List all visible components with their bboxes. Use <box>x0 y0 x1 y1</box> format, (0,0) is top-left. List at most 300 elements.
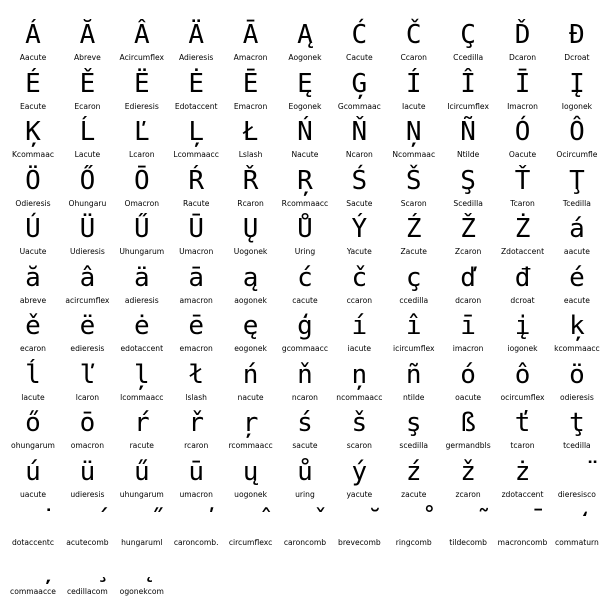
glyph-character: Ó <box>498 117 548 147</box>
glyph-character: ö <box>552 360 600 390</box>
glyph-name-label: edieresis <box>58 344 116 353</box>
glyph-character: ú <box>8 457 58 487</box>
glyph-character: Ķ <box>8 117 58 147</box>
glyph-name-label: Zacute <box>385 247 443 256</box>
glyph-name-label: rcommaacc <box>222 441 280 450</box>
glyph-cell <box>443 67 493 116</box>
glyph-cell <box>334 212 384 261</box>
glyph-grid <box>0 18 600 600</box>
glyph-cell <box>280 261 330 310</box>
glyph-name-label: Icircumflex <box>439 102 497 111</box>
glyph-name-label: lslash <box>167 393 225 402</box>
glyph-cell <box>389 67 439 116</box>
glyph-character: Ą <box>280 20 330 50</box>
glyph-name-label: uogonek <box>222 490 280 499</box>
glyph-name-label: icircumflex <box>385 344 443 353</box>
glyph-character: é <box>552 263 600 293</box>
glyph-character: ̄ <box>498 505 548 535</box>
glyph-cell <box>389 261 439 310</box>
glyph-name-label: Eacute <box>4 102 62 111</box>
glyph-cell <box>117 309 167 358</box>
glyph-name-label: Abreve <box>58 53 116 62</box>
glyph-character: Ş <box>443 166 493 196</box>
glyph-cell <box>62 115 112 164</box>
glyph-cell <box>8 503 58 552</box>
glyph-cell <box>280 18 330 67</box>
glyph-cell <box>443 164 493 213</box>
glyph-name-label: Dcroat <box>548 53 600 62</box>
glyph-character: Í <box>389 69 439 99</box>
glyph-character: ̋ <box>117 505 167 535</box>
glyph-character: Č <box>389 20 439 50</box>
glyph-cell <box>8 261 58 310</box>
glyph-name-label: acircumflex <box>58 296 116 305</box>
glyph-cell <box>171 406 221 455</box>
glyph-character: ģ <box>280 311 330 341</box>
glyph-character: í <box>334 311 384 341</box>
glyph-cell <box>443 455 493 504</box>
glyph-name-label: ocircumflex <box>494 393 552 402</box>
glyph-name-label: macroncomb <box>494 538 552 547</box>
glyph-character: Ú <box>8 214 58 244</box>
glyph-character: Ų <box>226 214 276 244</box>
glyph-character: ń <box>226 360 276 390</box>
glyph-cell <box>117 18 167 67</box>
glyph-character: Ĺ <box>62 117 112 147</box>
glyph-name-label: Tcedilla <box>548 199 600 208</box>
glyph-cell <box>171 503 221 552</box>
glyph-character: Î <box>443 69 493 99</box>
glyph-cell <box>280 115 330 164</box>
glyph-name-label: adieresis <box>113 296 171 305</box>
glyph-cell <box>389 164 439 213</box>
glyph-cell <box>8 455 58 504</box>
glyph-cell <box>552 67 600 116</box>
glyph-character: ñ <box>389 360 439 390</box>
glyph-cell <box>443 309 493 358</box>
glyph-name-label: Zdotaccent <box>494 247 552 256</box>
glyph-cell <box>389 358 439 407</box>
glyph-character: ä <box>117 263 167 293</box>
glyph-cell <box>62 406 112 455</box>
glyph-name-label: amacron <box>167 296 225 305</box>
glyph-character: ļ <box>117 360 167 390</box>
glyph-character: Ė <box>171 69 221 99</box>
glyph-name-label: edotaccent <box>113 344 171 353</box>
glyph-name-label: racute <box>113 441 171 450</box>
glyph-character: ü <box>62 457 112 487</box>
glyph-character: Ý <box>334 214 384 244</box>
glyph-character: ť <box>498 408 548 438</box>
glyph-name-label: kcommaacc <box>548 344 600 353</box>
glyph-cell <box>498 212 548 261</box>
glyph-cell <box>280 212 330 261</box>
glyph-character: Ô <box>552 117 600 147</box>
glyph-name-label: emacron <box>167 344 225 353</box>
glyph-cell <box>62 552 112 600</box>
glyph-character: Ű <box>117 214 167 244</box>
glyph-character: ç <box>389 263 439 293</box>
glyph-character: Ģ <box>334 69 384 99</box>
glyph-character: Ě <box>62 69 112 99</box>
glyph-cell <box>8 309 58 358</box>
glyph-cell <box>8 212 58 261</box>
glyph-cell <box>8 552 58 600</box>
glyph-character: Ū <box>171 214 221 244</box>
glyph-name-label: abreve <box>4 296 62 305</box>
glyph-character: ů <box>280 457 330 487</box>
glyph-cell <box>443 115 493 164</box>
glyph-character: Ż <box>498 214 548 244</box>
glyph-cell <box>171 309 221 358</box>
glyph-cell <box>498 309 548 358</box>
glyph-name-label: rcaron <box>167 441 225 450</box>
glyph-name-label: Lacute <box>58 150 116 159</box>
glyph-character: Ę <box>280 69 330 99</box>
glyph-character: ū <box>171 457 221 487</box>
glyph-name-label: Lcommaacc <box>167 150 225 159</box>
glyph-cell <box>117 406 167 455</box>
glyph-character: Ö <box>8 166 58 196</box>
glyph-character: ̨ <box>117 554 167 584</box>
glyph-cell <box>117 212 167 261</box>
glyph-cell <box>389 309 439 358</box>
glyph-character: ŕ <box>117 408 167 438</box>
glyph-character: ̊ <box>389 505 439 535</box>
glyph-character: ̈ <box>552 457 600 487</box>
glyph-cell <box>334 406 384 455</box>
glyph-cell <box>443 503 493 552</box>
glyph-name-label: ecaron <box>4 344 62 353</box>
glyph-name-label: Uacute <box>4 247 62 256</box>
glyph-character: į <box>498 311 548 341</box>
glyph-name-label: scaron <box>330 441 388 450</box>
glyph-cell <box>552 503 600 552</box>
glyph-cell <box>498 261 548 310</box>
glyph-cell <box>498 503 548 552</box>
glyph-name-label: eacute <box>548 296 600 305</box>
glyph-cell <box>334 67 384 116</box>
glyph-name-label: uacute <box>4 490 62 499</box>
glyph-character: Đ <box>552 20 600 50</box>
glyph-character: Ć <box>334 20 384 50</box>
glyph-cell <box>226 503 276 552</box>
glyph-cell <box>8 406 58 455</box>
glyph-cell <box>226 67 276 116</box>
glyph-character: Ľ <box>117 117 167 147</box>
glyph-name-label: Udieresis <box>58 247 116 256</box>
glyph-cell <box>62 358 112 407</box>
glyph-name-label: hungaruml <box>113 538 171 547</box>
glyph-cell <box>280 164 330 213</box>
glyph-character: ā <box>171 263 221 293</box>
glyph-cell <box>498 18 548 67</box>
glyph-character: î <box>389 311 439 341</box>
glyph-name-label: gcommaacc <box>276 344 334 353</box>
glyph-cell <box>552 309 600 358</box>
glyph-cell <box>62 261 112 310</box>
glyph-name-label: tildecomb <box>439 538 497 547</box>
glyph-name-label: Ecaron <box>58 102 116 111</box>
glyph-name-label: Edieresis <box>113 102 171 111</box>
glyph-cell <box>552 358 600 407</box>
glyph-cell <box>280 309 330 358</box>
glyph-character: ł <box>171 360 221 390</box>
glyph-character: ó <box>443 360 493 390</box>
glyph-cell <box>117 164 167 213</box>
glyph-name-label: germandbls <box>439 441 497 450</box>
glyph-character: ą <box>226 263 276 293</box>
glyph-character: ̇ <box>8 505 58 535</box>
glyph-cell <box>226 455 276 504</box>
glyph-character: Ō <box>117 166 167 196</box>
glyph-character: ̧ <box>62 554 112 584</box>
glyph-character: Ž <box>443 214 493 244</box>
glyph-cell <box>171 164 221 213</box>
glyph-character: ň <box>280 360 330 390</box>
glyph-character: Ł <box>226 117 276 147</box>
glyph-cell <box>389 212 439 261</box>
glyph-character: č <box>334 263 384 293</box>
glyph-cell <box>280 503 330 552</box>
glyph-cell <box>443 358 493 407</box>
glyph-cell <box>117 261 167 310</box>
glyph-cell <box>389 455 439 504</box>
glyph-cell <box>498 455 548 504</box>
glyph-character: ý <box>334 457 384 487</box>
glyph-name-label: dcaron <box>439 296 497 305</box>
glyph-cell <box>334 455 384 504</box>
glyph-cell <box>552 455 600 504</box>
glyph-name-label: cedillacom <box>58 587 116 596</box>
glyph-name-label: zcaron <box>439 490 497 499</box>
glyph-name-label: sacute <box>276 441 334 450</box>
glyph-cell <box>62 455 112 504</box>
glyph-cell <box>171 18 221 67</box>
glyph-name-label: nacute <box>222 393 280 402</box>
glyph-name-label: Aogonek <box>276 53 334 62</box>
glyph-name-label: Iogonek <box>548 102 600 111</box>
glyph-name-label: Omacron <box>113 199 171 208</box>
glyph-cell <box>226 358 276 407</box>
glyph-cell <box>8 18 58 67</box>
glyph-name-label: Tcaron <box>494 199 552 208</box>
glyph-cell <box>389 406 439 455</box>
glyph-cell <box>62 164 112 213</box>
glyph-name-label: uring <box>276 490 334 499</box>
glyph-name-label: Ncaron <box>330 150 388 159</box>
glyph-character: ķ <box>552 311 600 341</box>
glyph-cell <box>443 212 493 261</box>
glyph-name-label: eogonek <box>222 344 280 353</box>
glyph-cell <box>552 261 600 310</box>
glyph-cell <box>226 164 276 213</box>
glyph-name-label: Lslash <box>222 150 280 159</box>
glyph-character: ̕ <box>171 505 221 535</box>
glyph-name-label: Iacute <box>385 102 443 111</box>
glyph-name-label: Uring <box>276 247 334 256</box>
glyph-name-label: imacron <box>439 344 497 353</box>
glyph-cell <box>226 18 276 67</box>
glyph-name-label: lcaron <box>58 393 116 402</box>
glyph-character: ̆ <box>334 505 384 535</box>
glyph-character: ė <box>117 311 167 341</box>
glyph-character: ş <box>389 408 439 438</box>
glyph-cell <box>226 309 276 358</box>
glyph-cell <box>226 212 276 261</box>
glyph-character: Ť <box>498 166 548 196</box>
glyph-character: ę <box>226 311 276 341</box>
glyph-name-label: cacute <box>276 296 334 305</box>
glyph-character: Ç <box>443 20 493 50</box>
glyph-character: š <box>334 408 384 438</box>
glyph-character: ź <box>389 457 439 487</box>
glyph-cell <box>62 309 112 358</box>
glyph-cell <box>117 552 167 600</box>
glyph-cell <box>552 115 600 164</box>
glyph-name-label: ncommaacc <box>330 393 388 402</box>
glyph-cell <box>171 358 221 407</box>
glyph-name-label: aogonek <box>222 296 280 305</box>
glyph-cell <box>334 503 384 552</box>
glyph-cell <box>498 406 548 455</box>
glyph-name-label: Ccedilla <box>439 53 497 62</box>
glyph-name-label: ccedilla <box>385 296 443 305</box>
glyph-cell <box>171 212 221 261</box>
glyph-character: đ <box>498 263 548 293</box>
glyph-cell <box>62 212 112 261</box>
glyph-name-label: iacute <box>330 344 388 353</box>
glyph-cell <box>552 406 600 455</box>
glyph-character: ľ <box>62 360 112 390</box>
glyph-character: ě <box>8 311 58 341</box>
glyph-name-label: tcedilla <box>548 441 600 450</box>
glyph-cell <box>117 358 167 407</box>
glyph-name-label: Scedilla <box>439 199 497 208</box>
glyph-name-label: Sacute <box>330 199 388 208</box>
glyph-name-label: Amacron <box>222 53 280 62</box>
glyph-name-label: Racute <box>167 199 225 208</box>
glyph-character: Á <box>8 20 58 50</box>
glyph-cell <box>117 115 167 164</box>
glyph-character: ő <box>8 408 58 438</box>
glyph-character: ̂ <box>226 505 276 535</box>
glyph-character: Ā <box>226 20 276 50</box>
glyph-name-label: Ocircumfle <box>548 150 600 159</box>
glyph-character: ų <box>226 457 276 487</box>
glyph-cell <box>389 503 439 552</box>
glyph-cell <box>552 164 600 213</box>
glyph-cell <box>552 18 600 67</box>
glyph-character: ̃ <box>443 505 493 535</box>
glyph-name-label: Zcaron <box>439 247 497 256</box>
glyph-cell <box>8 115 58 164</box>
glyph-cell <box>498 358 548 407</box>
glyph-name-label: Acircumflex <box>113 53 171 62</box>
glyph-character: É <box>8 69 58 99</box>
glyph-cell <box>226 115 276 164</box>
glyph-cell <box>334 358 384 407</box>
glyph-name-label: ringcomb <box>385 538 443 547</box>
glyph-character: ď <box>443 263 493 293</box>
glyph-character: ß <box>443 408 493 438</box>
glyph-cell <box>389 115 439 164</box>
glyph-name-label: brevecomb <box>330 538 388 547</box>
glyph-character: ć <box>280 263 330 293</box>
glyph-name-label: oacute <box>439 393 497 402</box>
glyph-character: ĺ <box>8 360 58 390</box>
glyph-character: ē <box>171 311 221 341</box>
glyph-cell <box>280 455 330 504</box>
glyph-character: Ź <box>389 214 439 244</box>
glyph-cell <box>334 309 384 358</box>
glyph-name-label: Lcaron <box>113 150 171 159</box>
glyph-character: ō <box>62 408 112 438</box>
glyph-cell <box>117 503 167 552</box>
glyph-character: Ţ <box>552 166 600 196</box>
glyph-name-label: umacron <box>167 490 225 499</box>
glyph-character: Į <box>552 69 600 99</box>
glyph-character: ô <box>498 360 548 390</box>
glyph-cell <box>8 67 58 116</box>
glyph-cell <box>334 18 384 67</box>
glyph-name-label: zacute <box>385 490 443 499</box>
glyph-character: Ē <box>226 69 276 99</box>
glyph-character: Ī <box>498 69 548 99</box>
glyph-character: Ŕ <box>171 166 221 196</box>
glyph-cell <box>498 67 548 116</box>
glyph-character: ž <box>443 457 493 487</box>
glyph-name-label: Uhungarum <box>113 247 171 256</box>
glyph-cell <box>552 212 600 261</box>
glyph-name-label: Uogonek <box>222 247 280 256</box>
glyph-cell <box>117 455 167 504</box>
glyph-name-label: yacute <box>330 490 388 499</box>
glyph-name-label: Aacute <box>4 53 62 62</box>
glyph-cell <box>8 164 58 213</box>
glyph-name-label: ohungarum <box>4 441 62 450</box>
glyph-name-label: Edotaccent <box>167 102 225 111</box>
glyph-name-label: Ccaron <box>385 53 443 62</box>
glyph-name-label: Emacron <box>222 102 280 111</box>
glyph-character: Â <box>117 20 167 50</box>
glyph-name-label: tcaron <box>494 441 552 450</box>
glyph-cell <box>389 18 439 67</box>
glyph-character: Ë <box>117 69 167 99</box>
glyph-name-label: uhungarum <box>113 490 171 499</box>
glyph-cell <box>171 455 221 504</box>
glyph-cell <box>443 18 493 67</box>
glyph-cell <box>171 261 221 310</box>
glyph-name-label: Dcaron <box>494 53 552 62</box>
glyph-name-label: Imacron <box>494 102 552 111</box>
glyph-character: ż <box>498 457 548 487</box>
glyph-name-label: acutecomb <box>58 538 116 547</box>
glyph-name-label: omacron <box>58 441 116 450</box>
glyph-name-label: caroncomb <box>276 538 334 547</box>
glyph-name-label: zdotaccent <box>494 490 552 499</box>
glyph-name-label: ncaron <box>276 393 334 402</box>
glyph-name-label: Rcaron <box>222 199 280 208</box>
glyph-character: Ő <box>62 166 112 196</box>
glyph-name-label: dieresisco <box>548 490 600 499</box>
glyph-cell <box>498 164 548 213</box>
glyph-character: Ś <box>334 166 384 196</box>
glyph-cell <box>280 67 330 116</box>
glyph-name-label: caroncomb. <box>167 538 225 547</box>
glyph-name-label: Adieresis <box>167 53 225 62</box>
glyph-cell <box>117 67 167 116</box>
